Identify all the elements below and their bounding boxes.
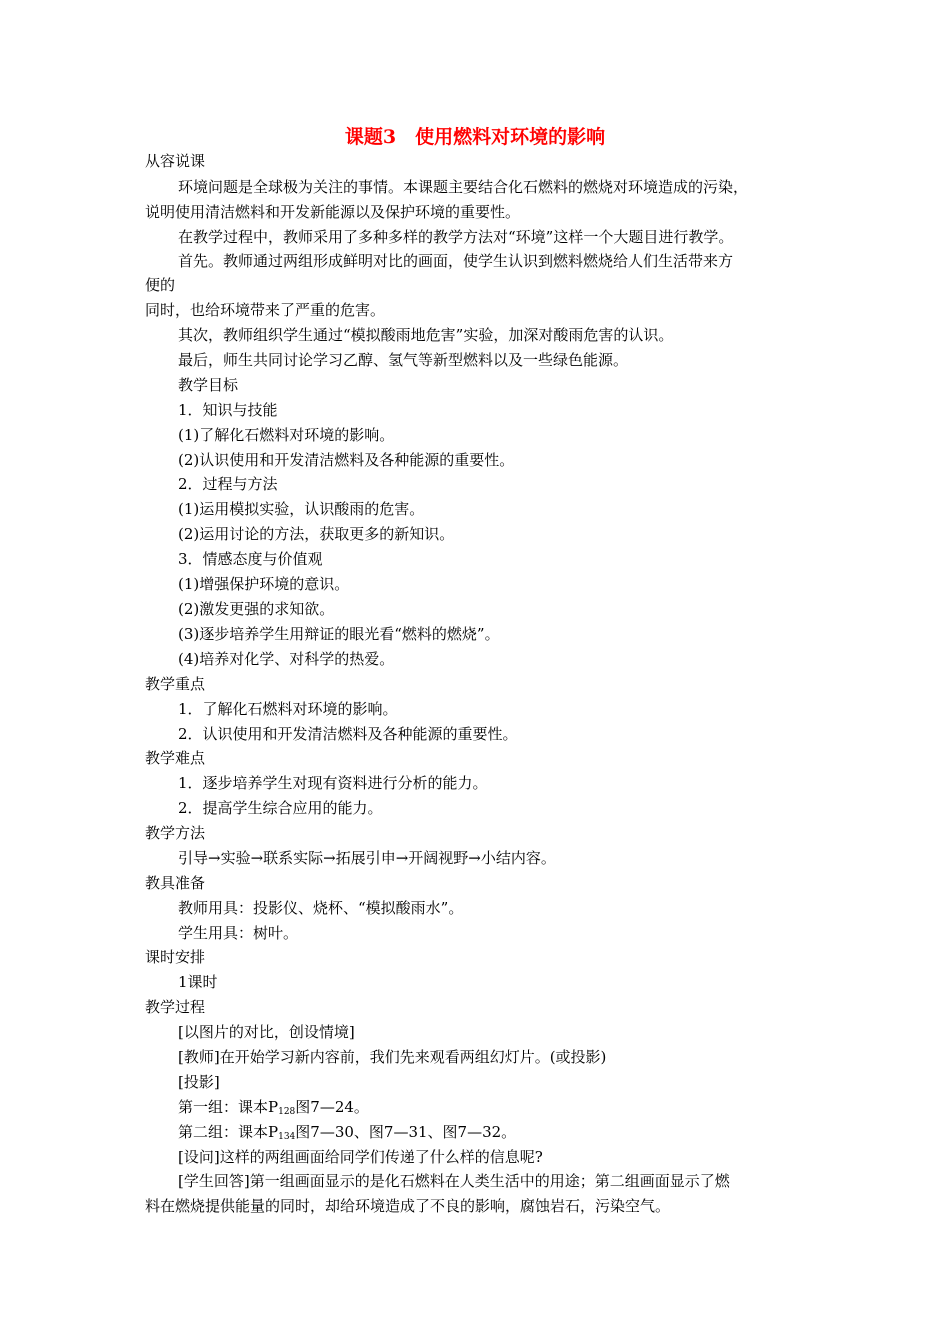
paragraph-line: [投影] (178, 1073, 220, 1091)
list-item: 3．情感态度与价值观 (178, 550, 323, 568)
paragraph-line: 1课时 (178, 973, 218, 991)
text-run: 图7—30、图7—31、图7—32。 (295, 1123, 517, 1141)
paragraph-line: 教师用具：投影仪、烧杯、“模拟酸雨水”。 (178, 899, 464, 917)
section-heading: 教学目标 (178, 376, 239, 394)
list-item: (1)增强保护环境的意识。 (178, 575, 350, 593)
list-item: 1．了解化石燃料对环境的影响。 (178, 700, 398, 718)
paragraph-line: [以图片的对比，创设情境] (178, 1023, 355, 1041)
list-item: 1．知识与技能 (178, 401, 278, 419)
list-item: (2)认识使用和开发清洁燃料及各种能源的重要性。 (178, 451, 515, 469)
paragraph-line: 学生用具：树叶。 (178, 924, 299, 942)
paragraph-line: 首先。教师通过两组形成鲜明对比的画面，使学生认识到燃料燃烧给人们生活带来方 (178, 252, 734, 270)
list-item: (1)运用模拟实验，认识酸雨的危害。 (178, 500, 425, 518)
paragraph-line: 便的 (145, 276, 176, 294)
paragraph-line: 料在燃烧提供能量的同时，却给环境造成了不良的影响，腐蚀岩石，污染空气。 (145, 1197, 671, 1215)
paragraph-line: 引导→实验→联系实际→拓展引申→开阔视野→小结内容。 (178, 849, 556, 867)
list-item: (3)逐步培养学生用辩证的眼光看“燃料的燃烧”。 (178, 625, 500, 643)
paragraph-line: 环境问题是全球极为关注的事情。本课题主要结合化石燃料的燃烧对环境造成的污染， (178, 178, 749, 196)
list-item: (2)运用讨论的方法，获取更多的新知识。 (178, 525, 455, 543)
list-item: (1)了解化石燃料对环境的影响。 (178, 426, 395, 444)
list-item: 1．逐步培养学生对现有资料进行分析的能力。 (178, 774, 488, 792)
list-item: 2．提高学生综合应用的能力。 (178, 799, 383, 817)
section-heading: 教学重点 (145, 675, 206, 693)
paragraph-line: 说明使用清洁燃料和开发新能源以及保护环境的重要性。 (145, 203, 521, 221)
section-heading: 教具准备 (145, 874, 206, 892)
section-heading: 教学难点 (145, 749, 206, 767)
list-item: (4)培养对化学、对科学的热爱。 (178, 650, 395, 668)
paragraph-line: 同时，也给环境带来了严重的危害。 (145, 301, 386, 319)
list-item: 2．认识使用和开发清洁燃料及各种能源的重要性。 (178, 725, 518, 743)
list-item: 2．过程与方法 (178, 475, 278, 493)
section-heading: 从容说课 (145, 152, 206, 170)
text-run: 第二组：课本P (178, 1123, 279, 1141)
text-run: 第一组：课本P (178, 1098, 279, 1116)
paragraph-line (178, 1097, 369, 1122)
paragraph-line: 在教学过程中，教师采用了多种多样的教学方法对“环境”这样一个大题目进行教学。 (178, 228, 734, 246)
section-heading: 教学过程 (145, 998, 206, 1016)
paragraph-line: 最后，师生共同讨论学习乙醇、氢气等新型燃料以及一些绿色能源。 (178, 351, 629, 369)
page-subscript: 134 (278, 1132, 296, 1142)
paragraph-line: [设问]这样的两组画面给同学们传递了什么样的信息呢? (178, 1148, 543, 1166)
text-run: 图7—24。 (295, 1098, 369, 1116)
list-item: (2)激发更强的求知欲。 (178, 600, 335, 618)
page-title: 课题3 使用燃料对环境的影响 (344, 126, 606, 148)
section-heading: 教学方法 (145, 824, 206, 842)
paragraph-line: [学生回答]第一组画面显示的是化石燃料在人类生活中的用途；第二组画面显示了燃 (178, 1172, 730, 1190)
paragraph-line (178, 1122, 516, 1147)
section-heading: 课时安排 (145, 948, 206, 966)
paragraph-line: 其次，教师组织学生通过“模拟酸雨地危害”实验，加深对酸雨危害的认识。 (178, 326, 674, 344)
paragraph-line: [教师]在开始学习新内容前，我们先来观看两组幻灯片。(或投影) (178, 1048, 607, 1066)
page-subscript: 128 (278, 1107, 296, 1117)
